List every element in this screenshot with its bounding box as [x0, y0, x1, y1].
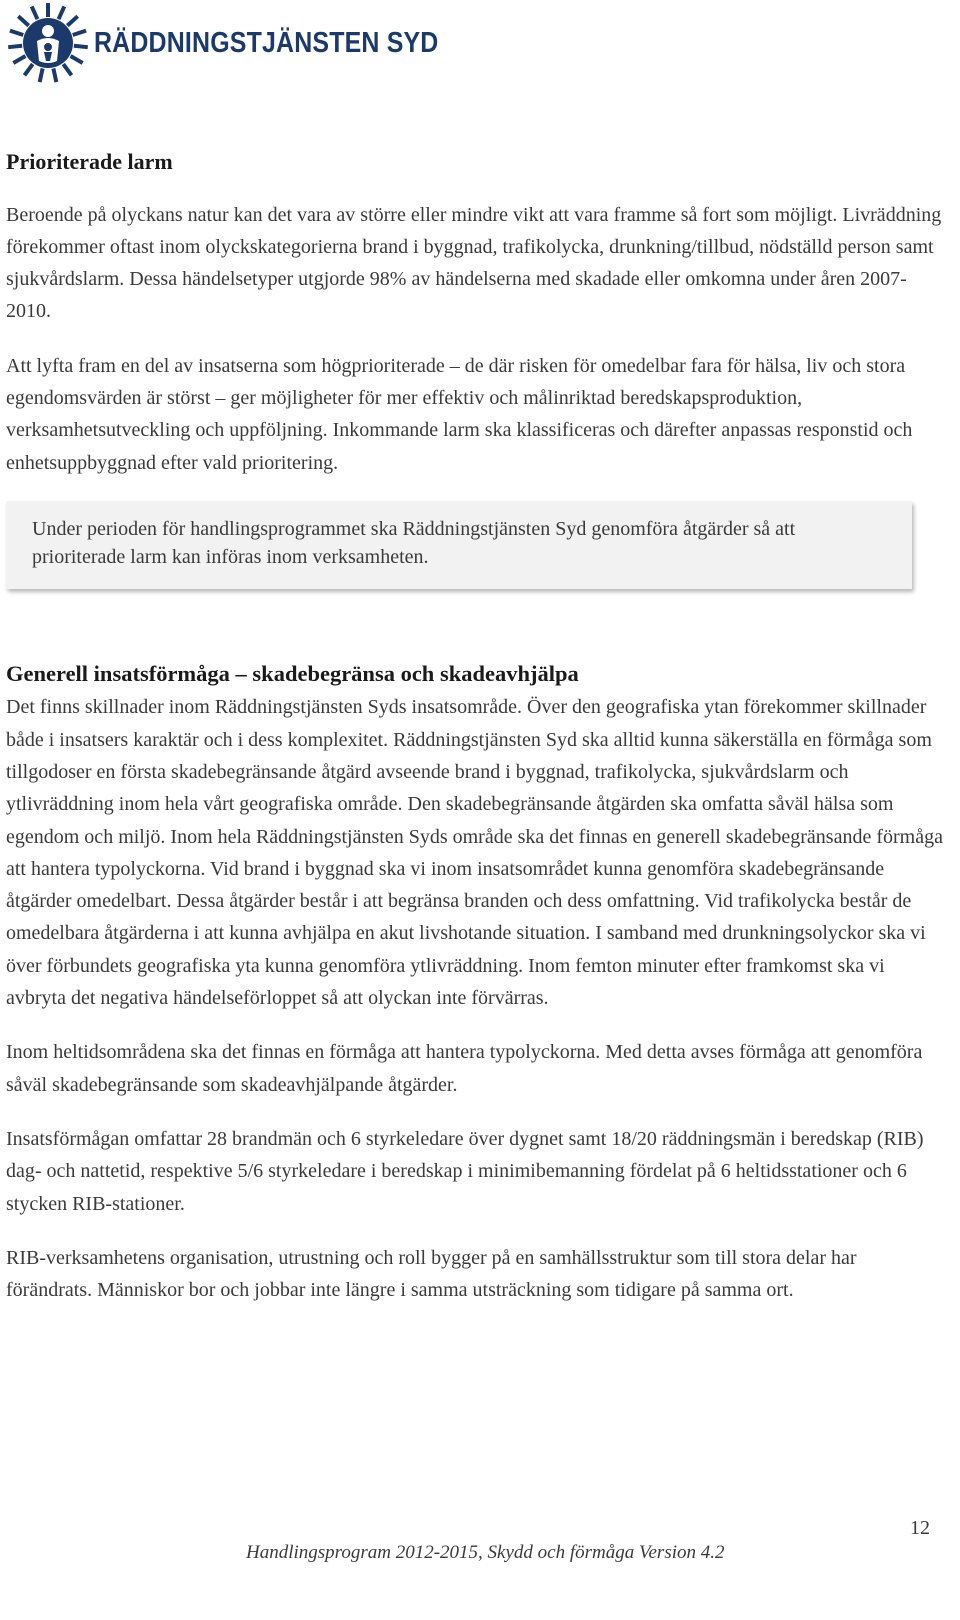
page-footer: Handlingsprogram 2012-2015, Skydd och förmåga Version 4.2: [246, 1542, 725, 1563]
paragraph: Insatsförmågan omfattar 28 brandmän och 6 styrkeledare över dygnet samt 18/20 räddningsmän i beredskap (RIB) dag- och nattetid, respektive 5/6 styrkeledare i beredskap i minimibemanning fördelat på 6 heltidsstationer och 6 stycken RIB-stationer.: [6, 1127, 924, 1215]
paragraph: Beroende på olyckans natur kan det vara av större eller mindre vikt att vara framme så fort som möjligt. Livräddning förekommer oftast inom olyckskategorierna brand i byggnad, trafikolycka, drunkning/tillbud, nödställd person samt sjukvårdslarm. Dessa händelsetyper utgjorde 98% av händelserna med skadade eller omkomna under åren 2007-2010.: [6, 203, 942, 323]
paragraph: Inom heltidsområdena ska det finnas en förmåga att hantera typolyckorna. Med detta avses förmåga att genomföra såväl skadebegränsande som skadeavhjälpande åtgärder.: [6, 1041, 923, 1096]
callout-text: Under perioden för handlingsprogrammet ska Räddningstjänsten Syd genomföra åtgärder så att prioriterade larm kan införas inom verksamheten.: [32, 517, 796, 568]
section-heading: Prioriterade larm: [6, 149, 173, 174]
section-generell-insatsformaga: [6, 659, 946, 1306]
header-logo: [6, 2, 495, 84]
paragraph: Att lyfta fram en del av insatserna som högprioriterade – de där risken för omedelbar fara för hälsa, liv och stora egendomsvärden är störst – ger möjligheter för mer effektiv och målinriktad beredskapsproduktion, verksamhetsutveckling och uppföljning. Inkommande larm ska klassificeras och därefter anpassas responstid och enhetsuppbyggnad efter vald prioritering.: [6, 354, 913, 474]
paragraph: Det finns skillnader inom Räddningstjänsten Syds insatsområde. Över den geografiska ytan förekommer skillnader både i insatsers karaktär och i dess komplexitet. Räddningstjänsten Syd ska alltid kunna säkerställa en förmåga som tillgodoser en första skadebegränsande åtgärd avseende brand i byggnad, trafikolycka, sjukvårdslarm och ytlivräddning inom hela vårt geografiska område. Den skadebegränsande åtgärden ska omfatta såväl hälsa som egendom och miljö. Inom hela Räddningstjänsten Syds område ska det finnas en generell skadebegränsande förmåga att hantera typolyckorna. Vid brand i byggnad ska vi inom insatsområdet kunna genomföra skadebegränsande åtgärder omedelbart. Dessa åtgärder består i att begränsa branden och dess omfattning. Vid trafikolycka består de omedelbara åtgärderna i att kunna avhjälpa en akut livshotande situation. I samband med drunkningsolyckor ska vi över förbundets geografiska yta kunna genomföra ytlivräddning. Inom femton minuter efter framkomst ska vi avbryta det negativa händelseförloppet så att olyckan inte förvärras.: [6, 696, 943, 1010]
callout-box: [6, 501, 912, 589]
page-number: 12: [910, 1517, 930, 1539]
document-body: [6, 148, 946, 1328]
organization-name: RÄDDNINGSTJÄNSTEN SYD: [94, 26, 439, 59]
rescue-service-emblem-icon: [6, 1, 90, 85]
paragraph: RIB-verksamhetens organisation, utrustning och roll bygger på en samhällsstruktur som till stora delar har förändrats. Människor bor och jobbar inte längre i samma utsträckning som tidigare på samma ort.: [6, 1246, 857, 1302]
section-prioriterade-larm: [6, 148, 946, 589]
section-heading: Generell insatsförmåga – skadebegränsa och skadeavhjälpa: [6, 660, 579, 686]
